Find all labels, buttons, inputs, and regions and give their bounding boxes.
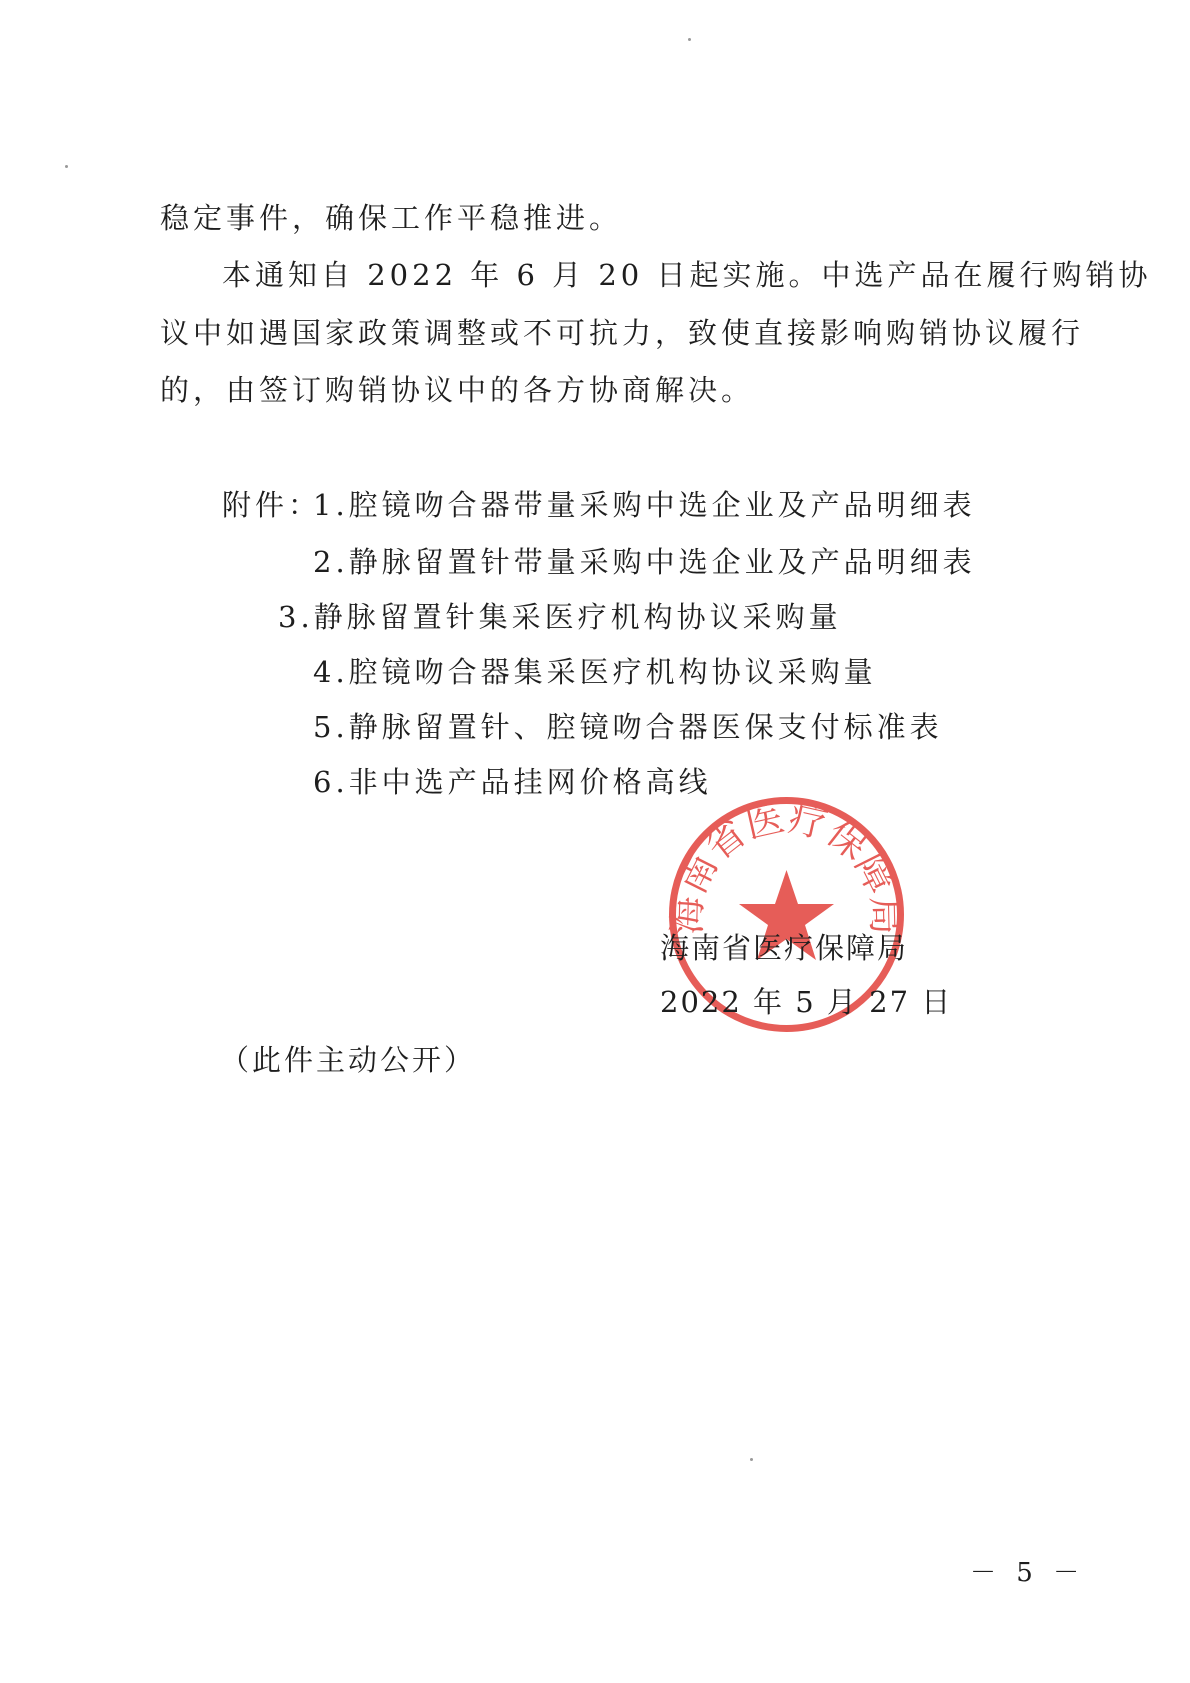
attachment-item-3: 3.静脉留置针集采医疗机构协议采购量 bbox=[278, 600, 842, 634]
scan-speck bbox=[750, 1458, 753, 1461]
scan-speck bbox=[65, 165, 68, 168]
attachments-label: 附件： bbox=[222, 488, 322, 522]
page-number: － 5 － bbox=[970, 1558, 1086, 1588]
attachment-item-1: 1.腔镜吻合器带量采购中选企业及产品明细表 bbox=[313, 488, 976, 522]
body-line-4: 的，由签订购销协议中的各方协商解决。 bbox=[160, 373, 755, 407]
scan-speck bbox=[688, 38, 691, 41]
seal-text: 海南省医疗保障局 bbox=[665, 795, 908, 936]
issue-date: 2022 年 5 月 27 日 bbox=[660, 985, 953, 1019]
issuing-organization: 海南省医疗保障局 bbox=[660, 931, 909, 965]
attachment-item-2: 2.静脉留置针带量采购中选企业及产品明细表 bbox=[313, 545, 976, 579]
attachment-item-4: 4.腔镜吻合器集采医疗机构协议采购量 bbox=[313, 655, 877, 689]
attachment-item-5: 5.静脉留置针、腔镜吻合器医保支付标准表 bbox=[313, 710, 943, 744]
disclosure-note: （此件主动公开） bbox=[220, 1043, 477, 1077]
body-line-2: 本通知自 2022 年 6 月 20 日起实施。中选产品在履行购销协 bbox=[222, 258, 1152, 292]
attachment-item-6: 6.非中选产品挂网价格高线 bbox=[313, 765, 712, 799]
body-line-1: 稳定事件，确保工作平稳推进。 bbox=[160, 201, 623, 235]
body-line-3: 议中如遇国家政策调整或不可抗力，致使直接影响购销协议履行 bbox=[160, 316, 1085, 350]
